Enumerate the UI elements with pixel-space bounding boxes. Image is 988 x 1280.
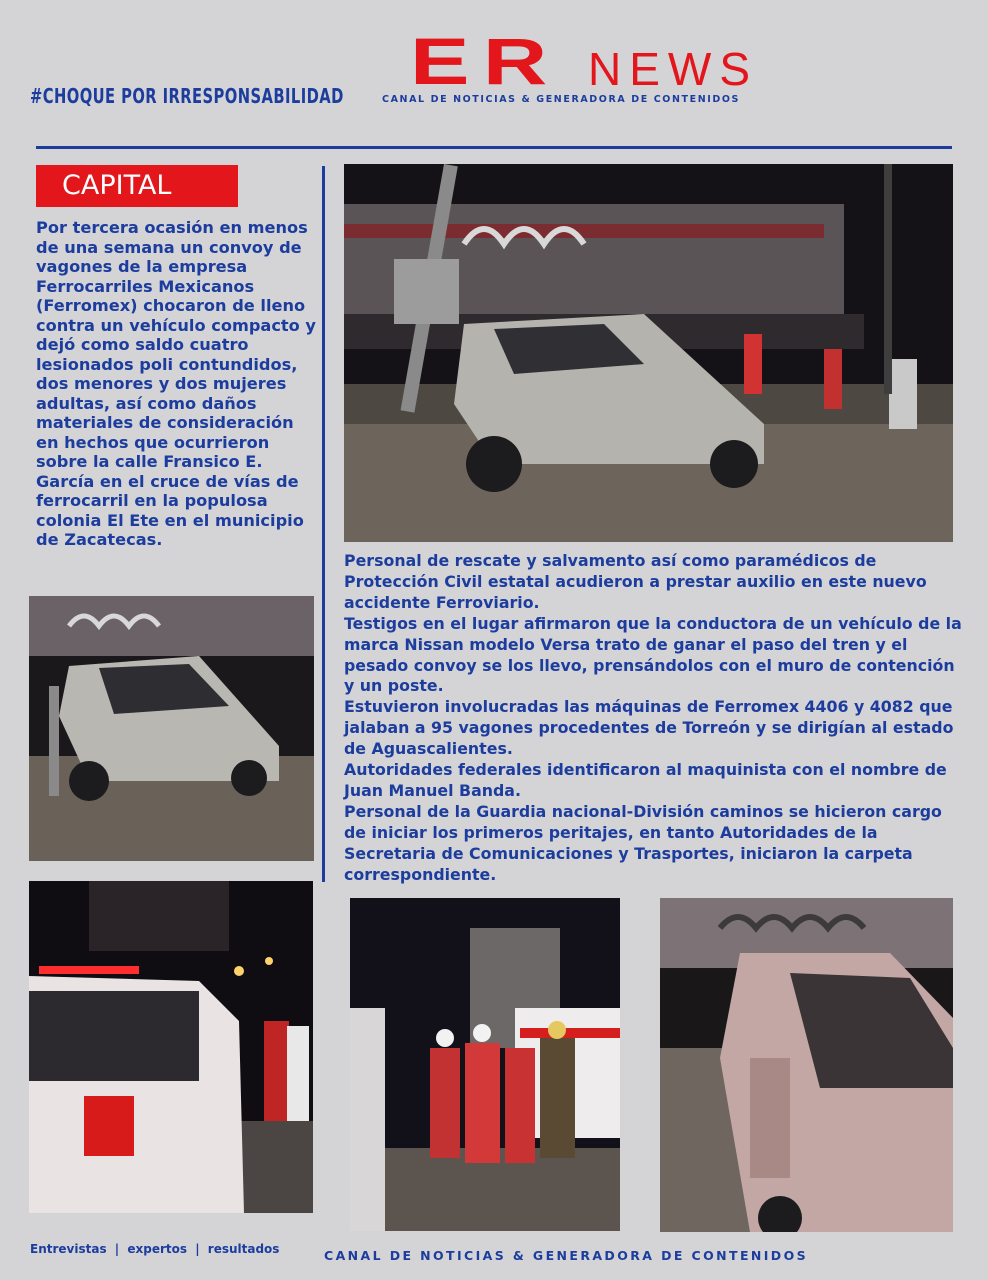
hashtag: #CHOQUE POR IRRESPONSABILIDAD	[30, 84, 344, 108]
article-paragraph: Personal de la Guardia nacional-División caminos se hicieron cargo de iniciar los primeros peritajes, en tanto Autoridades de la Secretaria de Comunicaciones y Trasportes, iniciaron la carpeta correspondiente.	[344, 801, 942, 884]
footer-tagline: CANAL DE NOTICIAS & GENERADORA DE CONTENIDOS	[324, 1248, 808, 1263]
article-body	[344, 551, 964, 886]
photo-paramedics	[350, 898, 620, 1231]
footer-links	[30, 1242, 279, 1256]
article-paragraph: Estuvieron involucradas las máquinas de Ferromex 4406 y 4082 que jalaban a 95 vagones procedentes de Torreón y se dirigían al estado de Aguascalientes.	[344, 697, 954, 759]
logo-tagline: CANAL DE NOTICIAS & GENERADORA DE CONTENIDOS	[382, 94, 740, 105]
ernews-logo	[382, 24, 790, 108]
column-divider	[322, 166, 325, 882]
footer-link-resultados[interactable]: resultados	[207, 1242, 280, 1256]
section-badge: CAPITAL	[36, 165, 238, 207]
article-paragraph: Autoridades federales identificaron al maquinista con el nombre de Juan Manuel Banda.	[344, 760, 947, 800]
photo-crash-main	[344, 164, 953, 542]
article-paragraph: Personal de rescate y salvamento así como paramédicos de Protección Civil estatal acudieron a prestar auxilio en este nuevo accidente Ferroviario.	[344, 551, 927, 612]
photo-car-train	[660, 898, 953, 1232]
article-paragraph: Testigos en el lugar afirmaron que la conductora de un vehículo de la marca Nissan modelo Versa trato de ganar el paso del tren y el pesado convoy se los llevo, prensándolos con el muro de contención y un poste.	[344, 613, 962, 696]
article-lead: Por tercera ocasión en menos de una semana un convoy de vagones de la empresa Ferrocarriles Mexicanos (Ferromex) chocaron de lleno contra un vehículo compacto y dejó como saldo cuatro lesionados poli contundidos, dos menores y dos mujeres adultas, así como daños materiales de consideración en hechos que ocurrieron sobre la calle Fransico E. García en el cruce de vías de ferrocarril en la populosa colonia El Ete en el municipio de Zacatecas.	[36, 218, 316, 549]
footer-link-entrevistas[interactable]: Entrevistas	[30, 1242, 107, 1256]
footer-separator: |	[195, 1242, 200, 1256]
footer-link-expertos[interactable]: expertos	[127, 1242, 188, 1256]
header-divider	[36, 146, 952, 149]
photo-rescue-truck	[29, 881, 313, 1213]
photo-crash-side	[29, 596, 314, 861]
logo-er: ER	[410, 24, 561, 98]
footer-separator: |	[114, 1242, 120, 1256]
logo-news: NEWS	[588, 43, 758, 95]
